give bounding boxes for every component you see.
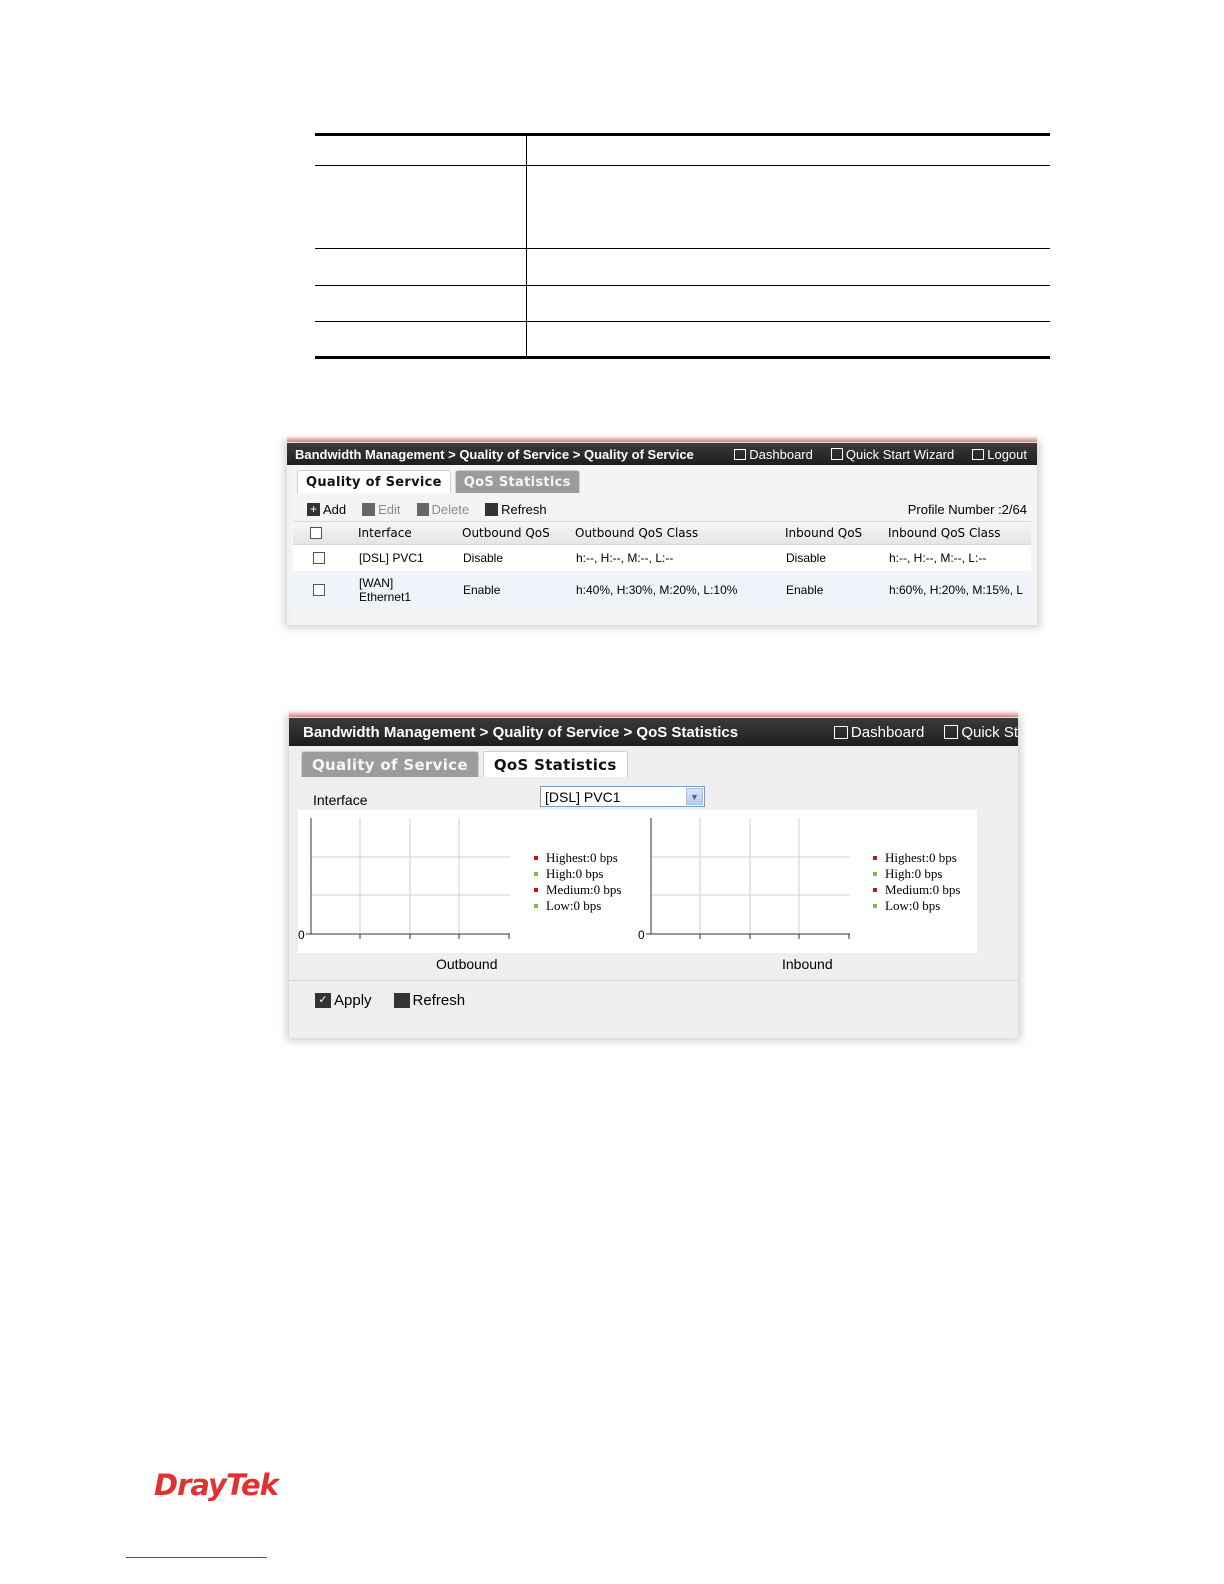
legend-marker [534, 888, 538, 892]
legend-marker [873, 904, 877, 908]
quick-start-wizard-link[interactable] [944, 724, 1018, 741]
divider [289, 980, 1018, 981]
refresh-button[interactable] [485, 502, 547, 517]
check-icon: ✓ [315, 993, 331, 1008]
quick-start-wizard-label: Quick Start Wizard [845, 446, 955, 462]
refresh-label: Refresh [501, 501, 547, 517]
refresh-button[interactable] [394, 992, 466, 1009]
y-zero-label: 0 [638, 928, 645, 942]
breadcrumb: Bandwidth Management > Quality of Service > QoS Statistics [303, 723, 739, 741]
breadcrumb: Bandwidth Management > Quality of Service > Quality of Service [295, 446, 694, 462]
dashboard-link[interactable] [734, 447, 813, 462]
footer-link-underline [126, 1557, 267, 1558]
add-label: Add [323, 501, 347, 517]
column-header: Interface [358, 526, 412, 540]
outbound-legend [534, 850, 621, 914]
inbound-chart [638, 810, 868, 953]
dashboard-icon [734, 449, 746, 460]
legend-label: Highest:0 bps [546, 850, 618, 865]
select-all-checkbox[interactable] [310, 527, 322, 539]
trash-icon [417, 503, 429, 516]
outbound-qos-cell: Enable [463, 583, 501, 597]
outbound-qos-cell: Disable [463, 551, 504, 565]
interface-name: [WAN] [359, 576, 394, 590]
tab-quality-of-service[interactable]: Quality of Service [297, 470, 451, 493]
outbound-class-cell: h:--, H:--, M:--, L:-- [576, 551, 674, 565]
title-bar [287, 443, 1037, 465]
title-bar [289, 718, 1018, 746]
inbound-qos-cell: Enable [786, 583, 824, 597]
panel-glow [289, 711, 1018, 717]
table-row[interactable] [293, 545, 1031, 571]
legend-label: High:0 bps [546, 866, 604, 881]
logout-icon [972, 449, 984, 460]
legend-marker [873, 872, 877, 876]
interface-cell [359, 571, 411, 609]
panel-body [291, 465, 1037, 625]
refresh-icon [394, 993, 410, 1008]
draytek-logo: DrayTek [154, 1468, 278, 1502]
outbound-class-cell: h:40%, H:30%, M:20%, L:10% [576, 583, 738, 597]
edit-button[interactable] [362, 502, 400, 517]
interface-select[interactable] [540, 786, 705, 807]
inbound-class-cell: h:--, H:--, M:--, L:-- [889, 551, 987, 565]
column-header: Outbound QoS [462, 526, 550, 540]
column-header: Outbound QoS Class [575, 526, 699, 540]
table-row[interactable] [293, 571, 1031, 609]
legend-marker [534, 872, 538, 876]
legend-marker [873, 888, 877, 892]
table-cell [315, 249, 527, 286]
legend-item [873, 850, 960, 866]
delete-button[interactable] [417, 502, 470, 517]
table-header [293, 521, 1031, 545]
add-button[interactable] [307, 502, 346, 517]
table-cell [527, 249, 1051, 286]
dashboard-label: Dashboard [749, 446, 813, 462]
legend-item [534, 866, 621, 882]
edit-icon [362, 503, 375, 516]
edit-label: Edit [378, 501, 401, 517]
dashboard-link[interactable] [834, 724, 924, 741]
qos-panel [287, 443, 1037, 625]
inbound-class-cell: h:60%, H:20%, M:15%, L [889, 583, 1024, 597]
apply-label: Apply [334, 992, 372, 1009]
quick-start-wizard-link[interactable] [831, 447, 954, 462]
logout-link[interactable] [972, 447, 1027, 462]
action-bar [315, 992, 465, 1009]
tab-bar [297, 469, 580, 493]
interface-select-value: [DSL] PVC1 [545, 788, 621, 805]
legend-item [873, 866, 960, 882]
table-cell [527, 322, 1051, 358]
legend-item [534, 850, 621, 866]
interface-sub-name: Ethernet1 [359, 590, 412, 604]
table-cell [315, 135, 527, 166]
legend-marker [873, 856, 877, 860]
quick-start-wizard-label: Quick St [961, 723, 1018, 741]
column-header: Inbound QoS Class [888, 526, 1001, 540]
chevron-down-icon[interactable]: ▼ [686, 788, 703, 805]
legend-label: Medium:0 bps [546, 882, 622, 897]
table-cell [527, 166, 1051, 249]
tab-quality-of-service[interactable]: Quality of Service [301, 751, 479, 777]
tab-qos-statistics[interactable]: QoS Statistics [483, 751, 628, 777]
logout-label: Logout [987, 446, 1027, 462]
inbound-caption: Inbound [782, 956, 833, 972]
table-cell [527, 135, 1051, 166]
table-cell [315, 322, 527, 358]
apply-button[interactable] [315, 992, 372, 1009]
legend-item [873, 898, 960, 914]
delete-label: Delete [431, 501, 470, 517]
inbound-legend [873, 850, 960, 914]
dashboard-label: Dashboard [850, 723, 925, 741]
outbound-caption: Outbound [436, 956, 498, 972]
qos-statistics-panel [289, 718, 1018, 1038]
interface-cell: [DSL] PVC1 [359, 551, 424, 565]
table-cell [315, 286, 527, 322]
column-header: Inbound QoS [785, 526, 863, 540]
legend-marker [534, 904, 538, 908]
description-table [315, 133, 1050, 359]
tab-bar [301, 750, 628, 777]
tab-qos-statistics[interactable]: QoS Statistics [455, 470, 580, 493]
legend-label: Highest:0 bps [885, 850, 957, 865]
profile-number: Profile Number :2/64 [907, 501, 1027, 517]
row-checkbox[interactable] [313, 584, 325, 596]
interface-label: Interface [313, 792, 368, 808]
legend-item [873, 882, 960, 898]
legend-label: Low:0 bps [885, 898, 941, 913]
dashboard-icon [834, 726, 848, 739]
inbound-qos-cell: Disable [786, 551, 827, 565]
panel-glow [287, 436, 1037, 442]
refresh-label: Refresh [412, 992, 466, 1009]
plus-icon: + [307, 503, 320, 516]
table-cell [315, 166, 527, 249]
toolbar [307, 499, 1027, 519]
table-cell [527, 286, 1051, 322]
legend-marker [534, 856, 538, 860]
wand-icon [944, 725, 958, 739]
legend-label: High:0 bps [885, 866, 943, 881]
legend-item [534, 882, 621, 898]
legend-item [534, 898, 621, 914]
legend-label: Low:0 bps [546, 898, 602, 913]
outbound-chart [298, 810, 528, 953]
row-checkbox[interactable] [313, 552, 325, 564]
charts-area [298, 810, 977, 953]
y-zero-label: 0 [298, 928, 305, 942]
wand-icon [831, 448, 843, 460]
refresh-icon [485, 503, 498, 516]
legend-label: Medium:0 bps [885, 882, 961, 897]
